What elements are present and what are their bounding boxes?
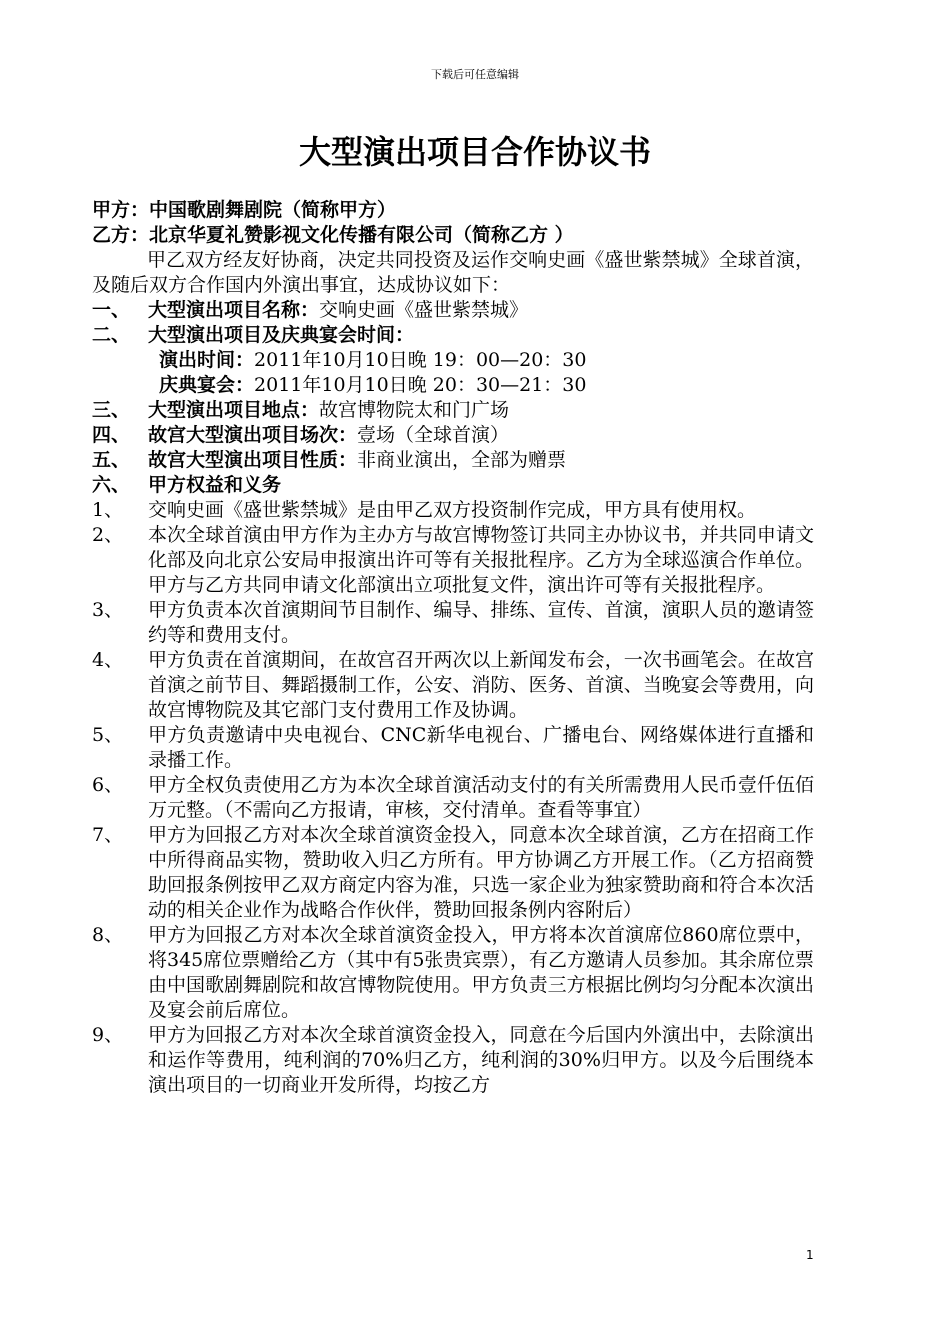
section-value: 故宫博物院太和门广场 — [319, 399, 510, 421]
party-a: 甲方：中国歌剧舞剧院（简称甲方） — [92, 199, 397, 221]
section-number: 一、 — [92, 299, 131, 321]
section-number: 五、 — [92, 449, 131, 471]
item-text: 甲方负责邀请中央电视台、CNC新华电视台、广播电台、网络媒体进行直播和录播工作。 — [148, 724, 814, 771]
item-text: 甲方负责本次首演期间节目制作、编导、排练、宣传、首演，演职人员的邀请签约等和费用支付。 — [148, 599, 814, 646]
section-value: 交响史画《盛世紫禁城》 — [319, 299, 529, 321]
page-number: 1 — [806, 1248, 814, 1262]
intro-paragraph: 甲乙双方经友好协商，决定共同投资及运作交响史画《盛世紫禁城》全球首演，及随后双方合作国内外演出事宜，达成协议如下： — [92, 249, 814, 296]
item-text: 甲方全权负责使用乙方为本次全球首演活动支付的有关所需费用人民币壹仟伍佰万元整。（不需向乙方报请，审核，交付清单。查看等事宜） — [148, 774, 814, 821]
list-item — [92, 823, 814, 923]
list-item — [92, 598, 814, 648]
item-number: 7、 — [92, 824, 124, 846]
section-label: 故宫大型演出项目性质： — [148, 449, 358, 471]
list-item — [92, 1023, 814, 1098]
performance-time — [92, 348, 814, 373]
party-b: 乙方：北京华夏礼赞影视文化传播有限公司（简称乙方 ） — [92, 224, 574, 246]
list-item — [92, 648, 814, 723]
item-number: 6、 — [92, 774, 124, 796]
section-number: 二、 — [92, 324, 131, 346]
section-6 — [92, 473, 814, 498]
item-number: 5、 — [92, 724, 124, 746]
list-item — [92, 723, 814, 773]
section-label: 甲方权益和义务 — [148, 474, 282, 496]
item-text: 甲方为回报乙方对本次全球首演资金投入，同意在今后国内外演出中，去除演出和运作等费用，纯利润的70%归乙方，纯利润的30%归甲方。以及今后围绕本演出项目的一切商业开发所得，均按乙方 — [148, 1024, 814, 1096]
item-text: 本次全球首演由甲方作为主办方与故宫博物签订共同主办协议书，并共同申请文化部及向北京公安局申报演出许可等有关报批程序。乙方为全球巡演合作单位。甲方与乙方共同申请文化部演出立项批复文件，演出许可等有关报批程序。 — [148, 524, 814, 596]
item-number: 4、 — [92, 649, 124, 671]
section-label: 大型演出项目地点： — [148, 399, 320, 421]
time-value: 2011年10月10日晚 20：30—21：30 — [254, 374, 587, 396]
banquet-time — [92, 373, 814, 398]
section-value: 壹场（全球首演） — [357, 424, 510, 446]
list-item — [92, 773, 814, 823]
item-number: 3、 — [92, 599, 124, 621]
section-label: 故宫大型演出项目场次： — [148, 424, 358, 446]
header-note: 下载后可任意编辑 — [431, 68, 519, 81]
list-item — [92, 498, 814, 523]
document-title: 大型演出项目合作协议书 — [298, 133, 651, 171]
section-label: 大型演出项目及庆典宴会时间： — [148, 324, 415, 346]
time-label: 庆典宴会： — [159, 374, 255, 396]
section-value: 非商业演出，全部为赠票 — [357, 449, 567, 471]
document-body — [92, 198, 814, 1098]
section-number: 三、 — [92, 399, 131, 421]
time-label: 演出时间： — [159, 349, 255, 371]
section-label: 大型演出项目名称： — [148, 299, 320, 321]
section-1 — [92, 298, 814, 323]
item-number: 8、 — [92, 924, 124, 946]
section-3 — [92, 398, 814, 423]
section-number: 四、 — [92, 424, 131, 446]
item-text: 交响史画《盛世紫禁城》是由甲乙双方投资制作完成，甲方具有使用权。 — [148, 499, 757, 521]
list-item — [92, 923, 814, 1023]
section-4 — [92, 423, 814, 448]
item-number: 2、 — [92, 524, 124, 546]
time-value: 2011年10月10日晚 19：00—20：30 — [254, 349, 587, 371]
item-number: 1、 — [92, 499, 124, 521]
item-text: 甲方为回报乙方对本次全球首演资金投入，同意本次全球首演，乙方在招商工作中所得商品实物，赞助收入归乙方所有。甲方协调乙方开展工作。（乙方招商赞助回报条例按甲乙双方商定内容为准，只选一家企业为独家赞助商和符合本次活动的相关企业作为战略合作伙伴，赞助回报条例内容附后） — [148, 824, 814, 921]
list-item — [92, 523, 814, 598]
section-5 — [92, 448, 814, 473]
item-text: 甲方为回报乙方对本次全球首演资金投入，甲方将本次首演席位860席位票中，将345席位票赠给乙方（其中有5张贵宾票），有乙方邀请人员参加。其余席位票由中国歌剧舞剧院和故宫博物院使用。甲方负责三方根据比例均匀分配本次演出及宴会前后席位。 — [148, 924, 814, 1021]
section-number: 六、 — [92, 474, 131, 496]
section-2 — [92, 323, 814, 348]
item-number: 9、 — [92, 1024, 124, 1046]
item-text: 甲方负责在首演期间，在故宫召开两次以上新闻发布会，一次书画笔会。在故宫首演之前节目、舞蹈摄制工作，公安、消防、医务、首演、当晚宴会等费用，向故宫博物院及其它部门支付费用工作及协调。 — [148, 649, 814, 721]
